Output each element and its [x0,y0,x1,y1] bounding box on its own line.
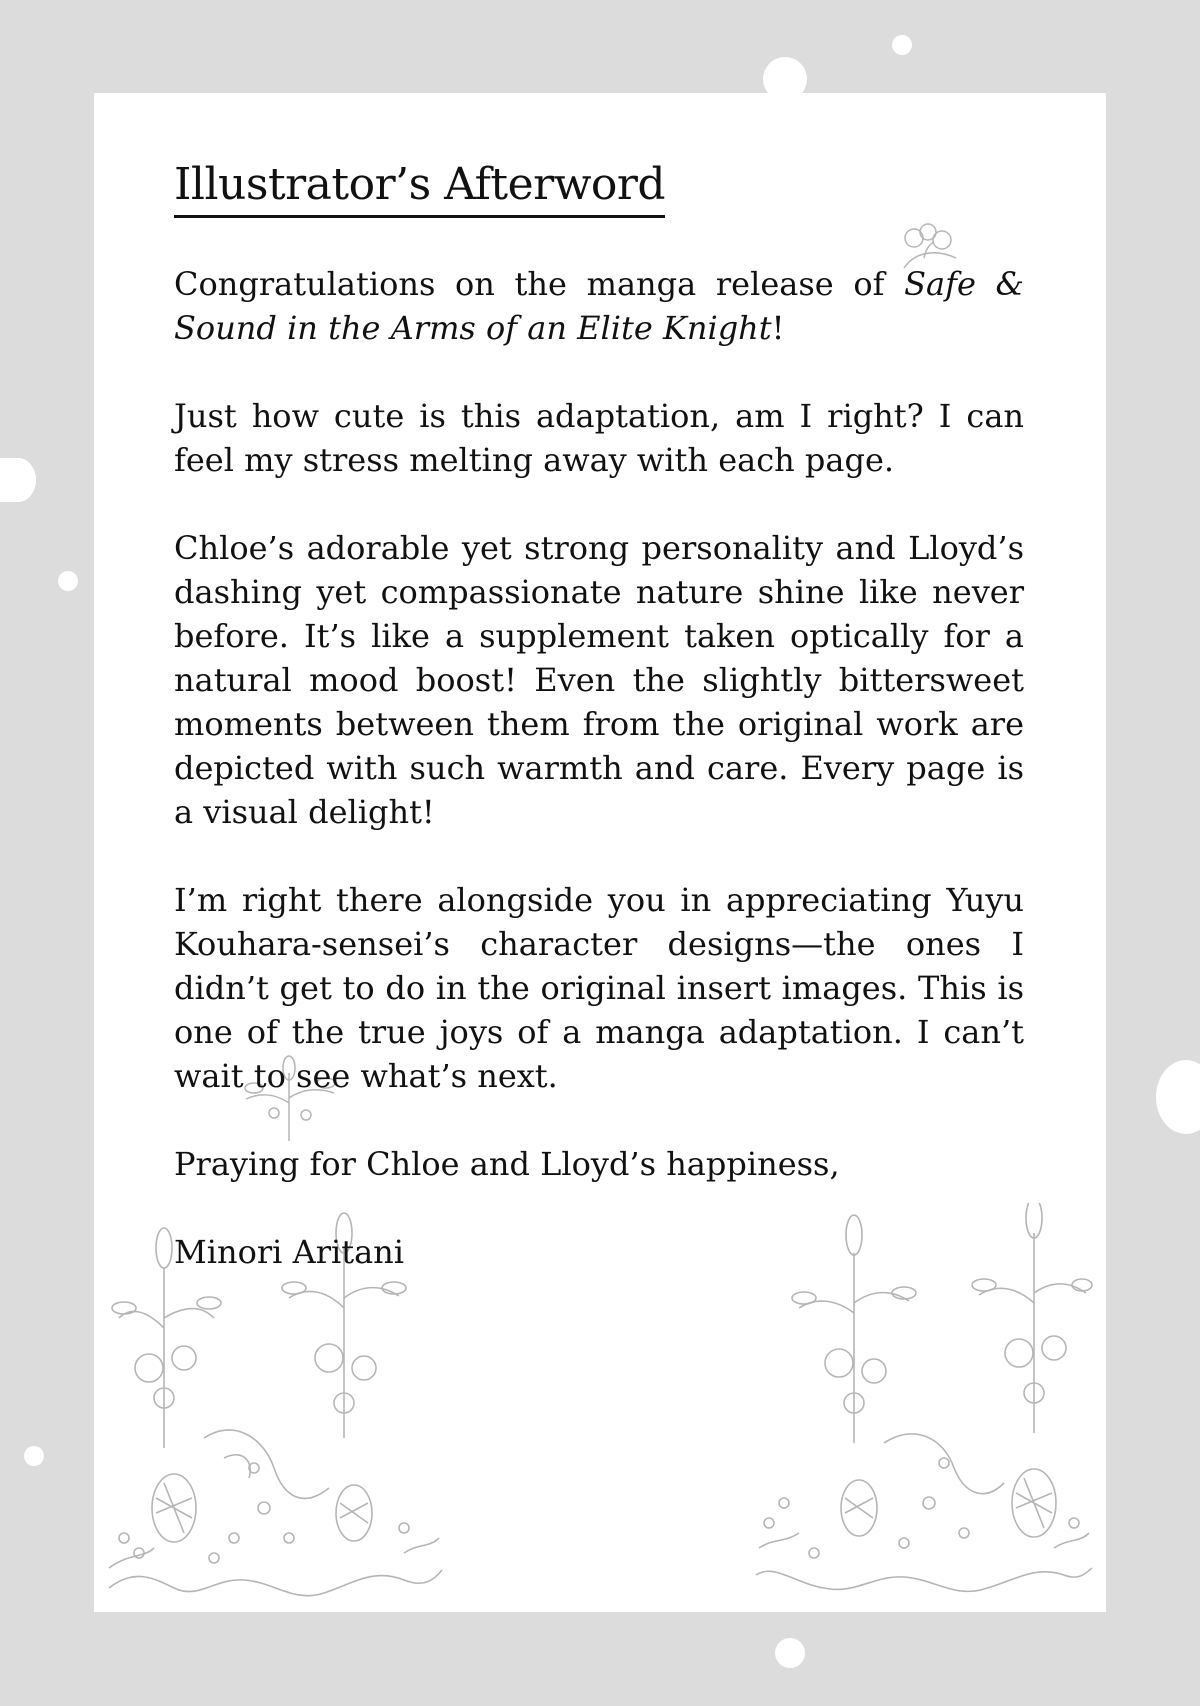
background-dot [1156,1060,1200,1134]
book-title: Safe & Sound in the Arms of an Elite Knight [174,265,1025,347]
closing-line: Praying for Chloe and Lloyd’s happiness, [174,1145,840,1183]
signature: Minori Aritani [174,1233,404,1271]
background-dot [0,458,36,502]
background-dot [775,1638,805,1668]
afterword-text [174,155,1024,1318]
background-dot [892,35,912,55]
paragraph [174,262,1024,350]
paragraph: Just how cute is this adaptation, am I right? I can feel my stress melting away with each page. [174,397,1024,479]
background-dot [24,1446,44,1466]
paragraph: Chloe’s adorable yet strong personality and Lloyd’s dashing yet compassionate nature shine like never before. It’s like a supplement taken optically for a natural mood boost! Even the slightly bittersweet moments between them from the original work are depicted with such warmth and care. Every page is a visual delight! [174,529,1024,831]
paragraph-text: ! [771,309,785,347]
afterword-page [94,93,1106,1612]
paragraph-text: Congratulations on the manga release of [174,265,905,303]
page-title: Illustrator’s Afterword [174,155,665,218]
paragraph: I’m right there alongside you in appreciating Yuyu Kouhara-sensei’s character designs—the ones I didn’t get to do in the original insert images. This is one of the true joys of a manga adaptation. I can’t wait to see what’s next. [174,881,1024,1095]
background-dot [58,571,78,591]
